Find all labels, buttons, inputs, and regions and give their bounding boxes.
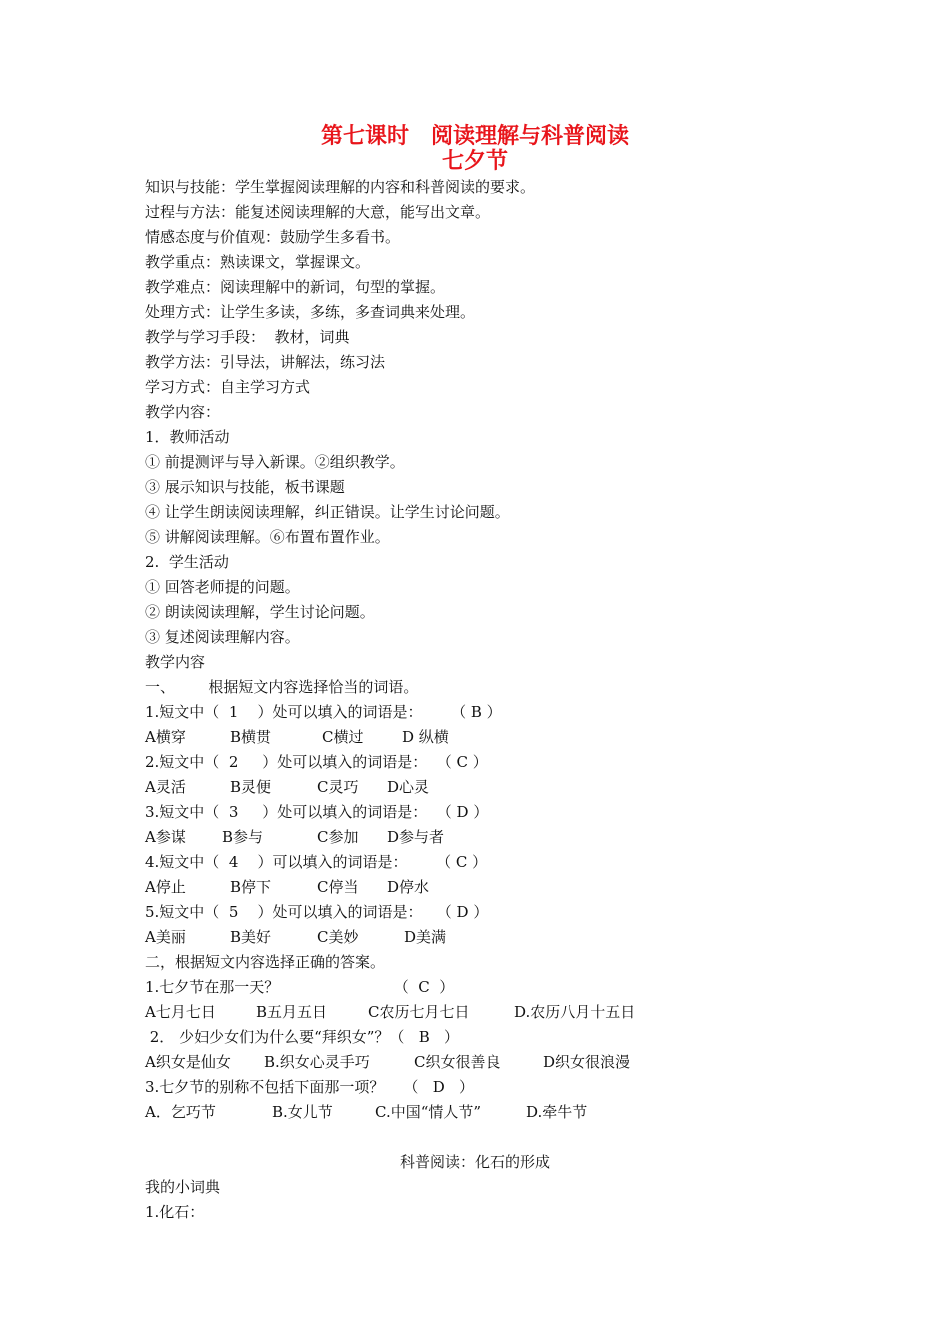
- option: B灵便: [230, 778, 272, 796]
- option: C参加: [317, 828, 359, 846]
- intro-line: 教学内容：: [145, 403, 221, 421]
- question: 5.短文中（ 5 ）处可以填入的词语是： （ D ）: [145, 903, 489, 921]
- question: 2． 少妇少女们为什么要“拜织女”？（ B ）: [145, 1028, 460, 1046]
- option: C农历七月七日: [368, 1003, 470, 1021]
- intro-line: 过程与方法：能复述阅读理解的大意，能写出文章。: [145, 203, 491, 221]
- intro-line: ① 回答老师提的问题。: [145, 578, 300, 596]
- option: A横穿: [145, 728, 186, 746]
- intro-line: ③ 展示知识与技能，板书课题: [145, 478, 345, 496]
- section-heading: 一、 根据短文内容选择恰当的词语。: [145, 678, 419, 696]
- option: B.女儿节: [272, 1103, 333, 1121]
- intro-line: ⑤ 讲解阅读理解。⑥布置布置作业。: [145, 528, 390, 546]
- option: D.农历八月十五日: [514, 1003, 636, 1021]
- option: A美丽: [145, 928, 186, 946]
- option: C停当: [317, 878, 359, 896]
- intro-line: 1．教师活动: [145, 428, 230, 446]
- intro-line: 情感态度与价值观：鼓励学生多看书。: [145, 228, 401, 246]
- option: B横贯: [230, 728, 272, 746]
- question: 4.短文中（ 4 ）可以填入的词语是： （ C ）: [145, 853, 488, 871]
- option: B停下: [230, 878, 272, 896]
- intro-line: 教学重点：熟读课文，掌握课文。: [145, 253, 371, 271]
- intro-line: 教学与学习手段： 教材，词典: [145, 328, 350, 346]
- intro-line: 处理方式：让学生多读，多练，多查词典来处理。: [145, 303, 476, 321]
- intro-line: 教学方法：引导法，讲解法，练习法: [145, 353, 386, 371]
- option: A停止: [145, 878, 186, 896]
- option: C灵巧: [317, 778, 359, 796]
- section-heading: 二，根据短文内容选择正确的答案。: [145, 953, 386, 971]
- option: A七月七日: [145, 1003, 216, 1021]
- option: C美妙: [317, 928, 359, 946]
- question: 2.短文中（ 2 ）处可以填入的词语是： （ C ）: [145, 753, 488, 771]
- option: D.牵牛节: [526, 1103, 588, 1121]
- dictionary-heading: 我的小词典: [145, 1178, 221, 1196]
- intro-line: 2. 学生活动: [145, 553, 229, 571]
- page-title: 第七课时 阅读理解与科普阅读: [320, 123, 629, 149]
- question: 1.七夕节在那一天？ （ C ）: [145, 978, 455, 996]
- dictionary-item: 1.化石：: [145, 1203, 205, 1221]
- intro-line: 教学难点：阅读理解中的新词，句型的掌握。: [145, 278, 446, 296]
- intro-line: 学习方式：自主学习方式: [145, 378, 311, 396]
- intro-line: ③ 复述阅读理解内容。: [145, 628, 300, 646]
- option: A．乞巧节: [145, 1103, 216, 1121]
- option: D参与者: [387, 828, 445, 846]
- option: B参与: [222, 828, 264, 846]
- option: D停水: [387, 878, 430, 896]
- option: C横过: [322, 728, 364, 746]
- option: D 纵横: [402, 728, 449, 746]
- question: 3.短文中（ 3 ）处可以填入的词语是： （ D ）: [145, 803, 489, 821]
- option: D美满: [404, 928, 447, 946]
- option: C.中国“情人节”: [375, 1103, 482, 1121]
- intro-line: ② 朗读阅读理解，学生讨论问题。: [145, 603, 375, 621]
- option: B美好: [230, 928, 272, 946]
- question: 1.短文中（ 1 ）处可以填入的词语是： （ B ）: [145, 703, 502, 721]
- question: 3.七夕节的别称不包括下面那一项？ （ D ）: [145, 1078, 475, 1096]
- option: C织女很善良: [414, 1053, 501, 1071]
- page-subtitle: 七夕节: [441, 148, 508, 174]
- option: A织女是仙女: [145, 1053, 231, 1071]
- option: D心灵: [387, 778, 430, 796]
- option: B.织女心灵手巧: [264, 1053, 370, 1071]
- intro-line: ① 前提测评与导入新课。②组织教学。: [145, 453, 405, 471]
- option: D织女很浪漫: [543, 1053, 631, 1071]
- intro-line: 教学内容: [145, 653, 206, 671]
- option: B五月五日: [256, 1003, 328, 1021]
- section-heading: 科普阅读：化石的形成: [399, 1153, 550, 1171]
- intro-line: 知识与技能：学生掌握阅读理解的内容和科普阅读的要求。: [145, 178, 536, 196]
- intro-line: ④ 让学生朗读阅读理解，纠正错误。让学生讨论问题。: [145, 503, 510, 521]
- option: A灵活: [145, 778, 186, 796]
- option: A参谋: [145, 828, 186, 846]
